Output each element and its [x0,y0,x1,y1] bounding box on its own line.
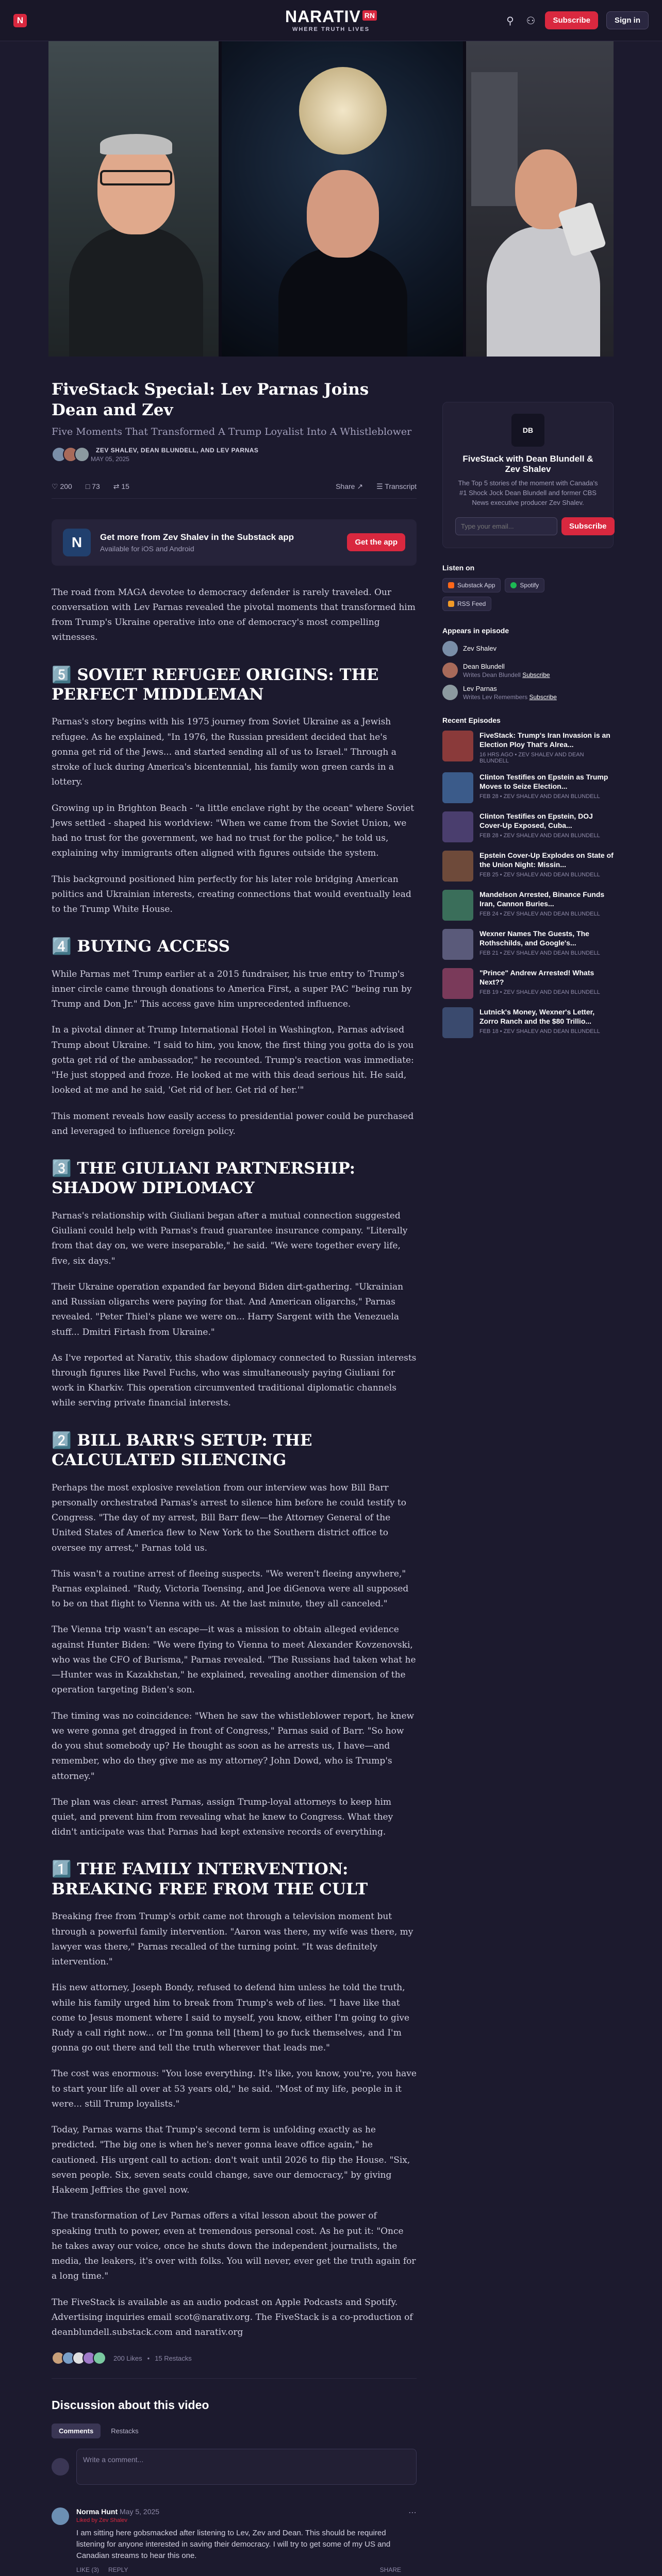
comment-share-button[interactable]: SHARE [379,2566,401,2574]
comment-button[interactable] [86,482,100,490]
paragraph: As I've reported at Narativ, this shadow diplomacy connected to Russian interests through figures like Pavel Fuchs, who was simultaneously paying Giuliani for work in Kharkiv. This operation circumvented traditional diplomatic channels while serving private financial interests. [52,1352,417,1409]
commenter-avatar[interactable] [52,2507,69,2525]
section-title: BILL BARR'S SETUP: THE CALCULATED SILENCING [52,1431,312,1470]
paragraph: Today, Parnas warns that Trump's second term is unfolding exactly as he predicted. "The big one is when he's never gonna leave office again," he cautioned. His urgent call to action: don't wait until 2026 to flip the House. "Six, seven people. Six, seven seats could change, save our democracy," by giving Hakeem Jeffries the gavel now. [52,2125,410,2196]
restack-button[interactable] [113,482,129,491]
like-count: 200 [60,482,72,490]
liker-avatar [93,2351,106,2365]
paragraph: The timing was no coincidence: "When he saw the whistleblower report, he knew we were gonna get dragged in front of Congress," Parnas said of Barr. "So how do you shut somebody up? He thought as soon as he arrests us, I have—and remember, who do they give me as my attorney? John Dowd, who is Trump's attorney." [52,1710,415,1782]
paragraph: Perhaps the most explosive revelation from our interview was how Bill Barr personally orchestrated Parnas's arrest to silence him before he could testify to Congress. "The day of my arrest, Bill Barr flew—the Attorney General of the United States of America flew to New York to the Southern district office to oversee my arrest," Parnas told us. [52,1482,406,1553]
paragraph: Their Ukraine operation expanded far beyond Biden dirt-gathering. "Ukrainian and Russian oligarchs were paying for that. And American oligarchs," Parnas revealed. "Peter Thiel's plane we were on... Harry Sargent with the Venezuela stuff... Dmitri Firtash from Ukraine." [52,1281,404,1337]
episode-item[interactable] [442,929,614,960]
episode-title: Lutnick's Money, Wexner's Letter, Zorro Ranch and the $80 Trillio... [479,1007,595,1026]
comment-icon: □ [85,482,90,491]
paragraph: The plan was clear: arrest Parnas, assign Trump-loyal attorneys to keep him quiet, and prevent him from revealing what he knew to Congress. What they didn't anticipate was that Parnas had kept extensive records of everything. [52,1797,393,1838]
paragraph: The cost was enormous: "You lose everything. It's like, you know, you're, you have to start your life all over at 53 years old," he said. "Most of my life, people in it were... still Trump loyalists." [52,2069,417,2109]
post-content [48,357,420,2576]
person-avatar [442,641,458,656]
subscribe-button[interactable]: Subscribe [545,11,598,29]
search-icon[interactable]: ⚲ [506,14,514,27]
episode-meta: FEB 24 • ZEV SHALEV AND DEAN BLUNDELL [479,911,600,918]
notification-bell-icon[interactable]: ⚇ [526,14,536,27]
get-app-button[interactable]: Get the app [347,533,405,551]
paragraph: This background positioned him perfectly for his later role bridging American politics and Ukrainian interests, creating connections that would eventually lead to the Trump White House. [52,874,411,914]
app-banner-subtitle: Available for iOS and Android [100,544,194,553]
episode-title: "Prince" Andrew Arrested! Whats Next?? [479,968,594,987]
author-names[interactable]: ZEV SHALEV, DEAN BLUNDELL, AND LEV PARNAS [96,446,259,454]
episode-item[interactable] [442,851,614,882]
episode-thumbnail [442,811,473,842]
paragraph: This wasn't a routine arrest of fleeing suspects. "We weren't fleeing anywhere," Parnas explained. "Rudy, Victoria Toensing, and Joe diGenova were all supposed to be on that flight to Vienna with us. At the last minute, they all canceled." [52,1568,409,1609]
publication-card [442,402,614,548]
publication-title[interactable]: FiveStack with Dean Blundell & Zev Shalev [462,454,593,474]
episode-thumbnail [442,890,473,921]
person-name: Dean Blundell [463,662,505,670]
section-number: 4️⃣ [52,937,72,956]
episode-item[interactable] [442,772,614,803]
episode-item[interactable] [442,968,614,999]
section-number: 1️⃣ [52,1860,72,1879]
section-heading [52,937,417,956]
like-button[interactable] [52,482,72,491]
section-heading [52,1859,417,1899]
section-number: 5️⃣ [52,665,72,684]
episode-person[interactable] [442,641,614,656]
episode-thumbnail [442,968,473,999]
section-heading [52,1159,417,1198]
brand-tagline: WHERE TRUTH LIVES [292,26,370,32]
button-label: RSS Feed [457,600,486,607]
restacks-count[interactable]: 15 Restacks [155,2354,192,2362]
likes-count[interactable]: 200 Likes [113,2354,142,2362]
video-panel-lev [466,41,614,357]
episode-item[interactable] [442,1007,614,1038]
comment-input[interactable]: Write a comment... [76,2449,417,2485]
paragraph: In a pivotal dinner at Trump International Hotel in Washington, Parnas advised Trump about Ukraine. "I said to him, you know, the first thing you gotta do is you gotta get rid of the ambassador," he recounted. Trump's reaction was immediate: "He just stopped and froze. He looked at me with this dead serious hit. He said, looked at me and he said, 'Get rid of her. Get rid of her.'" [52,1025,414,1096]
episode-title: Clinton Testifies on Epstein, DOJ Cover-Up Exposed, Cuba... [479,811,593,830]
listen-on-heading: Listen on [442,563,475,572]
transcript-button[interactable] [376,482,417,491]
comment-like-button[interactable]: LIKE (3) [76,2566,100,2574]
section-heading [52,1431,417,1470]
paragraph: Growing up in Brighton Beach - "a little enclave right by the ocean" where Soviet Jews settled - shaped his worldview: "When we came from the Soviet Union, we had no trust for the government, we had no trust for the police," he told us, explaining why immigrants often aligned with figures outside the system. [52,803,415,859]
sign-in-button[interactable]: Sign in [606,11,649,29]
section-title: THE GIULIANI PARTNERSHIP: SHADOW DIPLOMACY [52,1159,356,1198]
comment-composer [52,2449,417,2496]
paragraph: The transformation of Lev Parnas offers a vital lesson about the power of speaking truth to power, even at tremendous personal cost. As he put it: "Once he takes away our voice, once he shuts down the independent journalists, the media, the leakers, it's over with folks. You will never, ever get the truth again for a long time." [52,2211,416,2282]
transcript-icon: ☰ [376,482,383,490]
restack-icon: ⇄ [113,482,120,490]
person-avatar [442,663,458,678]
paragraph: The road from MAGA devotee to democracy defender is rarely traveled. Our conversation with Lev Parnas revealed the pivotal moments that transformed him from Trump's Ukraine operative into one of democracy's most compelling witnesses. [52,587,416,643]
section-number: 3️⃣ [52,1159,72,1178]
comment [52,2496,417,2576]
substack-app-button[interactable] [442,578,501,592]
person-publication: Writes Dean Blundell [463,671,521,679]
tab-restacks[interactable]: Restacks [111,2427,139,2435]
comment-text: I am sitting here gobsmacked after listening to Lev, Zev and Dean. This should be required listening for anyone interested in saving their democracy. I will try to get some of my US and Canadian streams to hear this one. [76,2529,391,2560]
section-title: BUYING ACCESS [77,937,230,956]
share-label: Share [336,482,355,490]
top-bar [0,0,662,41]
recent-episodes-heading: Recent Episodes [442,716,501,724]
rss-icon [448,601,454,607]
episode-meta: 16 HRS AGO • ZEV SHALEV AND DEAN BLUNDELL [479,751,584,764]
spotify-icon [510,582,517,588]
section-heading [52,665,417,705]
paragraph: His new attorney, Joseph Bondy, refused to defend him unless he told the truth, while his family urged him to break from Trump's web of lies. "I have like that come to Jesus moment where I said to myself, you know, either I'm going to give Rudy a call right now... or I'm gonna tell [them] to go fuck themselves, and I'm gonna go out there and tell the truth wherever that leads me." [52,1982,410,2054]
paragraph: Parnas's relationship with Giuliani began after a mutual connection suggested Giuliani could help with Parnas's fraud guarantee insurance company. "Literally from that day on, we were inseparable," he said. "We were together every life, five, six days." [52,1210,408,1266]
button-label: Spotify [520,581,539,589]
byline [52,447,417,463]
person-subscribe-link[interactable]: Subscribe [522,671,550,679]
publication-logo[interactable]: DB [511,414,544,447]
post-subtitle: Five Moments That Transformed A Trump Loyalist Into A Whistleblower [52,426,412,437]
share-button[interactable] [336,482,363,491]
brand-badge: RN [362,10,377,21]
post-title: FiveStack Special: Lev Parnas Joins Dean and Zev [52,380,369,420]
commenter-name[interactable]: Norma Hunt [76,2507,118,2516]
app-download-banner [52,519,417,566]
episode-meta: FEB 28 • ZEV SHALEV AND DEAN BLUNDELL [479,833,600,839]
episode-meta: FEB 18 • ZEV SHALEV AND DEAN BLUNDELL [479,1028,600,1035]
app-banner-title: Get more from Zev Shalev in the Substack app [100,532,294,542]
spotify-button[interactable] [505,578,544,592]
episode-meta: FEB 28 • ZEV SHALEV AND DEAN BLUNDELL [479,793,600,800]
person-name: Lev Parnas [463,684,497,692]
episode-thumbnail [442,1007,473,1038]
episode-thumbnail [442,731,473,761]
sidebar [442,357,614,1046]
post-actions [52,475,417,499]
comment-reply-button[interactable]: REPLY [108,2566,128,2574]
episode-title: Wexner Names The Guests, The Rothschilds, and Google's... [479,929,589,947]
episode-thumbnail [442,851,473,882]
paragraph: While Parnas met Trump earlier at a 2015 fundraiser, his true entry to Trump's inner circle came through donations to America First, a super PAC "being run by Trump and Don Jr." This access gave him unprecedented influence. [52,969,412,1010]
article-body [52,585,417,2341]
app-logo-icon: N [63,529,91,556]
episode-item[interactable] [442,731,614,764]
author-avatar[interactable] [74,447,90,462]
logo-icon[interactable]: N [13,14,27,27]
person-avatar [442,685,458,700]
episode-meta: FEB 25 • ZEV SHALEV AND DEAN BLUNDELL [479,872,600,878]
appears-in-episode-heading: Appears in episode [442,626,509,635]
paragraph: Breaking free from Trump's orbit came not through a television moment but through a powerful family intervention. "Aaron was there, my wife was there, my lawyer was there," Parnas recalled of the turning point. "It was definitely intervention." [52,1911,413,1968]
paragraph: This moment reveals how easily access to presidential power could be purchased and leveraged to influence foreign policy. [52,1111,414,1137]
episode-person[interactable] [442,663,614,679]
button-label: Substack App [457,581,495,589]
heart-icon: ♡ [52,482,58,490]
discussion-title: Discussion about this video [52,2398,209,2412]
episode-thumbnail [442,772,473,803]
paragraph: The FiveStack is available as an audio podcast on Apple Podcasts and Spotify. Advertising inquiries email scot@narativ.org. The FiveStack is a co-production of deanblundell.substack.com and narativ.org [52,2297,413,2337]
more-options-icon[interactable]: ⋯ [408,2507,417,2518]
recent-episodes-list [442,731,614,1038]
episode-title: Clinton Testifies on Epstein as Trump Moves to Seize Election... [479,772,608,791]
share-icon: ↗ [357,482,363,490]
episode-title: Epstein Cover-Up Explodes on State of the Union Night: Missin... [479,851,614,869]
episode-item[interactable] [442,811,614,842]
brand-name: NARATIV [285,7,361,26]
substack-icon [448,582,454,588]
episode-meta: FEB 19 • ZEV SHALEV AND DEAN BLUNDELL [479,989,600,996]
episode-person[interactable] [442,685,614,701]
user-avatar [52,2458,69,2476]
comment-date: May 5, 2025 [120,2507,160,2516]
episode-title: FiveStack: Trump's Iran Invasion is an Election Ploy That's Alrea... [479,731,610,749]
restack-count: 15 [121,482,129,490]
section-title: SOVIET REFUGEE ORIGINS: THE PERFECT MIDDLEMAN [52,665,379,704]
email-input[interactable] [455,517,557,535]
person-name: Zev Shalev [463,645,497,653]
paragraph: Parnas's story begins with his 1975 journey from Soviet Ukraine as a Jewish refugee. As he explained, "In 1976, the Russian president decided that he's gonna get rid of the Jews... and started sending all of us to Israel." Through a stroke of luck during America's bicentennial, his family won green cards in a lottery. [52,717,396,788]
episode-thumbnail [442,929,473,960]
episode-item[interactable] [442,890,614,921]
video-player[interactable] [48,41,614,357]
section-number: 2️⃣ [52,1431,72,1450]
person-subscribe-link[interactable]: Subscribe [529,693,557,701]
listen-on-buttons [442,578,614,592]
comment-list [52,2496,417,2576]
sidebar-subscribe-button[interactable]: Subscribe [561,517,615,535]
discussion-tabs [52,2424,417,2438]
episode-title: Mandelson Arrested, Binance Funds Iran, Cannon Buries... [479,890,605,908]
publication-description: The Top 5 stories of the moment with Canada's #1 Shock Jock Dean Blundell and former CBS News executive producer Zev Shalev. [458,479,598,506]
likes-summary[interactable]: 200 Likes • 15 Restacks [52,2351,417,2379]
section-title: THE FAMILY INTERVENTION: BREAKING FREE FROM THE CULT [52,1860,368,1899]
comment-count: 73 [92,482,100,491]
person-publication: Writes Lev Remembers [463,693,528,701]
episode-meta: FEB 21 • ZEV SHALEV AND DEAN BLUNDELL [479,950,600,957]
transcript-label: Transcript [385,482,417,490]
video-panel-dean [222,41,463,357]
paragraph: The Vienna trip wasn't an escape—it was a mission to obtain alleged evidence against Hunter Biden: "We were flying to Vienna to meet Alexander Kovzenovski, who was the CFO of Burisma," Parnas revealed. "The Russians had taken what he—Hunter was in Kazakhstan," he explained, revealing another dimension of the operation targeting Biden's son. [52,1624,416,1696]
rss-feed-button[interactable] [442,597,491,611]
post-date: MAY 05, 2025 [91,455,129,463]
video-panel-zev [48,41,219,357]
tab-comments[interactable]: Comments [52,2424,101,2438]
liked-by-badge: Liked by Zev Shalev [76,2517,128,2524]
